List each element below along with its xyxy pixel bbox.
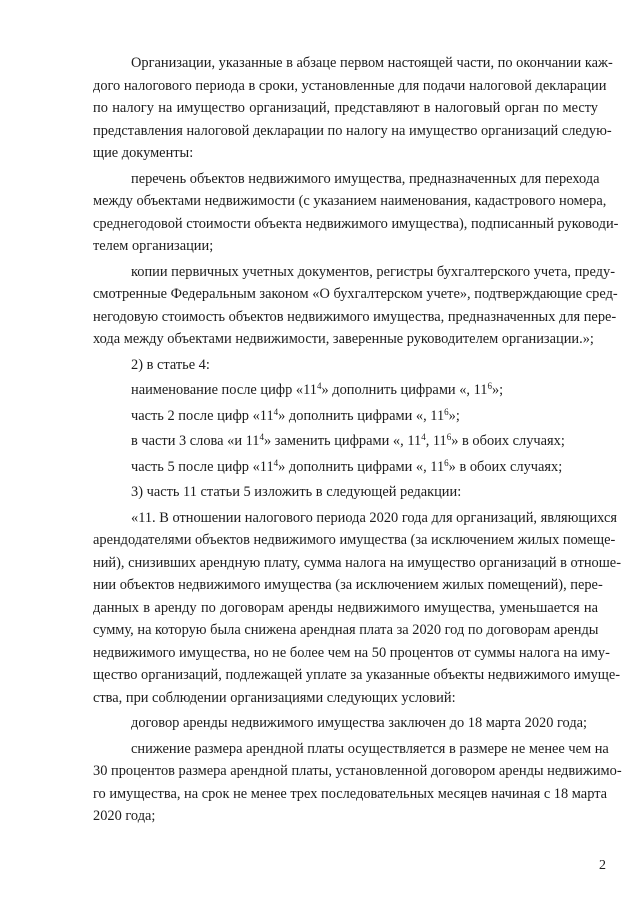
text-line: «11. В отношении налогового периода 2020 года для организаций, являющихся [131, 509, 617, 526]
paragraph [93, 738, 622, 828]
text-line: арендодателями объектов недвижимого имущества (за исключением жилых помеще- [93, 532, 616, 548]
paragraph [93, 261, 618, 351]
text-line: снижение размера арендной платы осуществляется в размере не менее чем на [131, 740, 609, 757]
text-line: нии объектов недвижимого имущества (за исключением жилых помещений), пере- [93, 577, 603, 593]
page-number: 2 [599, 858, 606, 873]
paragraph [93, 712, 598, 735]
text-line: смотренные Федеральным законом «О бухгалтерском учете», подтверждающие сред- [93, 286, 618, 302]
text-line: между объектами недвижимости (с указанием наименования, кадастрового номера, [93, 193, 607, 209]
text-line: негодовую стоимость объектов недвижимого имущества, предназначенных для пере- [93, 308, 617, 325]
paragraph [93, 456, 598, 479]
text-line: Организации, указанные в абзаце первом настоящей части, по окончании каж- [131, 55, 613, 71]
text-line: договор аренды недвижимого имущества заключен до 18 марта 2020 года; [131, 715, 588, 731]
paragraph [93, 405, 598, 428]
text-line: ний), снизивших арендную плату, сумма налога на имущество организаций в отноше- [93, 554, 621, 571]
text-line: 2) в статье 4: [131, 356, 210, 373]
text-line: копии первичных учетных документов, регистры бухгалтерского учета, преду- [131, 263, 615, 280]
paragraph [93, 481, 598, 504]
text-line: недвижимого имущества, но не более чем на 50 процентов от суммы налога на иму- [93, 644, 610, 661]
paragraph [93, 507, 621, 710]
text-line: часть 2 после цифр «$11^4$» дополнить цифрами «, $11^6$»; [131, 406, 460, 424]
document-body [93, 52, 622, 828]
text-line: щество организаций, подлежащей уплате за указанные объекты недвижимого имуще- [93, 667, 621, 683]
paragraph [93, 379, 598, 402]
paragraph [93, 168, 619, 258]
paragraph [93, 52, 613, 165]
text-line: го имущества, на срок не менее трех последовательных месяцев начиная с 18 марта [93, 785, 608, 802]
text-line: ства, при соблюдении организациями следующих условий: [93, 689, 456, 706]
text-line: 2020 года; [93, 808, 156, 824]
text-line: по налогу на имущество организаций, представляют в налоговый орган по месту [93, 100, 598, 116]
text-line: в части 3 слова «и $11^4$» заменить цифрами «, $11^4$, $11^6$» в обоих случаях; [131, 432, 565, 449]
text-line: перечень объектов недвижимого имущества, предназначенных для перехода [131, 170, 600, 187]
text-line: часть 5 после цифр «$11^4$» дополнить цифрами «, $11^6$» в обоих случаях; [131, 457, 563, 475]
text-line: представления налоговой декларации по налогу на имущество организаций следую- [93, 122, 612, 139]
text-line: 30 процентов размера арендной платы, установленной договором аренды недвижимо- [93, 763, 622, 779]
text-line: данных в аренду по договорам аренды недвижимого имущества, уменьшается на [93, 599, 598, 616]
text-line: среднегодовой стоимости объекта недвижимого имущества), подписанный руководи- [93, 215, 619, 232]
text-line: 3) часть 11 статьи 5 изложить в следующей редакции: [131, 484, 462, 500]
text-line: дого налогового периода в сроки, установленные для подачи налоговой декларации [93, 77, 607, 94]
paragraph [93, 430, 598, 453]
text-line: телем организации; [93, 238, 214, 254]
text-line: наименование после цифр «$11^4$» дополнить цифрами «, $11^6$»; [131, 381, 504, 398]
paragraph [93, 354, 598, 377]
text-line: щие документы: [93, 145, 194, 161]
text-line: сумму, на которую была снижена арендная плата за 2020 год по договорам аренды [93, 622, 599, 638]
text-line: хода между объектами недвижимости, заверенные руководителем организации.»; [93, 331, 594, 347]
